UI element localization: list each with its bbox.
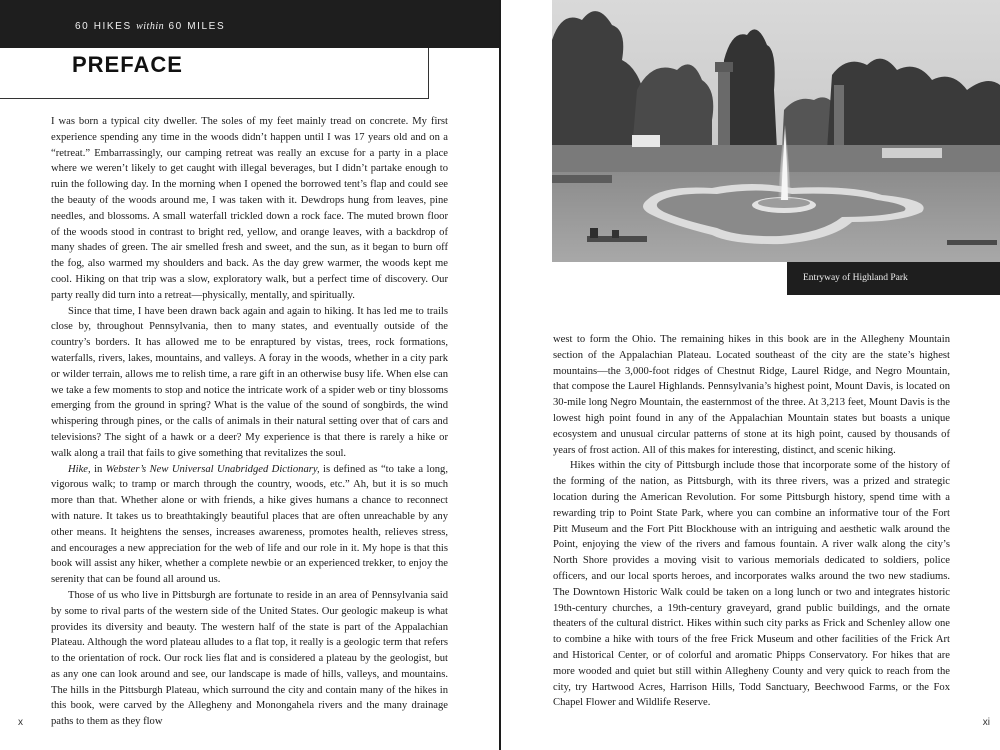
page-title: PREFACE	[72, 52, 183, 77]
running-head-band	[0, 0, 499, 48]
hike-term: Hike,	[68, 463, 91, 475]
right-text-column	[553, 332, 950, 711]
running-head-within: within	[136, 21, 165, 32]
paragraph: I was born a typical city dweller. The soles of my feet mainly tread on concrete. My first experience spending any time in the woods didn’t happen until I was 17 years old and on a “retreat.” Embarrassingly, our camping retreat was really an excuse for a party in a place where we weren’t likely to get caught with illegal beverages, but I didn’t partake enough to ruin the following day. In the morning when I opened the borrowed tent’s flap and could see the beauty of the woods around me, I was taken with it. Dewdrops hung from leaves, pine needles, and blossoms. A small waterfall trickled down a rock face. The muted brown floor of the woods stood in contrast to bright red, yellow, and orange leaves, with a backdrop of many shades of green. The air smelled fresh and sweet, and the sun, as it began to burn off the fog, also warmed my shoulders and back. As the day grew warmer, the woods kept me cool. Hiking on that trip was a slow, exploratory walk, but a perfect time of discovery. Our party really did turn into a retreat—physically, mentally, and spiritually.	[51, 116, 448, 301]
park-photo	[552, 0, 1000, 262]
caption-bar	[787, 262, 1000, 295]
paragraph: Hikes within the city of Pittsburgh include those that incorporate some of the history of the forming of the nation, as Pittsburgh, with its three rivers, was a prized and strategic location during the American Revolution. For some Pittsburgh history, spend time with a rewarding trip to Point State Park, where you can combine an informative tour of the Fort Pitt Museum and the Fort Pitt Blockhouse with an intriguing and aesthetic walk around the Point, enjoying the view of the rivers and famous fountain. A river walk along the city’s North Shore provides a moving visit to various memorials dedicated to soldiers, police officers, and our local sports heroes, and incorporates walks around the two new stadiums. The Downtown Historic Walk could be taken on a long lunch or two and integrates historic 19th-century churches, a 19th-century graveyard, grand public buildings, and the ornate theaters of the cultural district. Hikes within such city parks as Frick and Schenley allow one to combine a hike with tours of the free Frick Museum and other facilities of the Frick Art and Historical Center, or of colorful and aromatic Phipps Conservatory. For hikes that are more wooded and quiet but still within Allegheny County and very quick to reach from the city, try Hartwood Acres, Harrison Hills, Todd Sanctuary, Beechwood Farms, or the Fox Chapel Flower and Wildlife Reserve.	[553, 460, 950, 709]
right-page	[501, 0, 1000, 750]
running-head-suffix: 60 MILES	[168, 21, 226, 32]
running-head-prefix: 60 HIKES	[75, 21, 132, 32]
left-text-column	[51, 114, 448, 730]
paragraph: Since that time, I have been drawn back again and again to hiking. It has led me to trails close by, throughout Pennsylvania, then to many states, and eventually outside of the country’s borders. It has allowed me to be enraptured by vistas, trees, rock formations, waterfalls, rivers, lakes, mountains, and valleys. A foray in the woods, whether in a city park or wilder terrain, allows me to relish time, a rare gift in an otherwise busy life. When else can we take a few moments to stop and notice the intricate work of a spider web or tiny blossoms emerging from the ground in spring? What is the value of the sound of songbirds, the wind whispering through pines, or the calls of animals in their natural setting over that of cars and televisions? The sight of a hawk or a deer? My experience is that there is rarely a hike or walk along a trail that fails to give something that revitalizes the soul.	[51, 305, 448, 459]
paragraph-fragment: in	[90, 463, 106, 475]
page-number-right: xi	[982, 717, 990, 728]
photo-caption: Entryway of Highland Park	[803, 273, 908, 283]
running-head	[75, 21, 225, 32]
fountain-photo-illustration	[552, 0, 1000, 262]
paragraph-fragment: is defined as “to take a long, vigorous walk; to tramp or march through the country, woods, etc.” Ah, but it is so much more than that. Whether alone or with friends, a hike gives humans a chance to reconnect with nature. It takes us to breathtakingly beautiful places that are often unreachable by any other means. It heightens the senses, increases awareness, promotes health, relieves stress, and encourages a new appreciation for the web of life and our role in it. My hope is that this book will assist any hiker, whether a complete newbie or an experienced trekker, to enjoy the serenity that can be found all around us.	[51, 463, 448, 586]
title-box	[0, 48, 429, 99]
paragraph: west to form the Ohio. The remaining hikes in this book are in the Allegheny Mountain section of the Appalachian Plateau. Located southeast of the city are the state’s highest mountains—the 3,000-foot ridges of Chestnut Ridge, Laurel Ridge, and Negro Mountain, that compose the Laurel Highlands. Pennsylvania’s highest point, Mount Davis, is located on 30-mile long Negro Mountain, the easternmost of the three. At 3,213 feet, Mount Davis is the lowest high point found in any of the Appalachian Mountain states but boasts a unique ecosystem and unusual circular patterns of stone at its high point, caused by thousands of years of frost action. All of this makes for interesting, distinct, and scenic hiking.	[553, 334, 950, 456]
dictionary-title: Webster’s New Universal Unabridged Dictionary,	[105, 463, 320, 475]
left-page	[0, 0, 499, 750]
paragraph	[51, 462, 448, 588]
paragraph: Those of us who live in Pittsburgh are fortunate to reside in an area of Pennsylvania said by some to rival parts of the western side of the United States. Our geologic makeup is what provides its diversity and beauty. The western half of the state is part of the Appalachian Plateau. Although the word plateau alludes to a flat top, it really is a geologic term that refers to the orientation of rock. Our rock lies flat and is considered a plateau by the geologist, but as any one can look around and see, our landscape is made of hills, valleys, and mountains. The hills in the Pittsburgh Plateau, which surround the city and contain many of the hikes in this book, were carved by the Allegheny and Monongahela rivers and the many drainage paths to them as they flow	[51, 589, 448, 728]
page-number-left: x	[18, 717, 23, 728]
